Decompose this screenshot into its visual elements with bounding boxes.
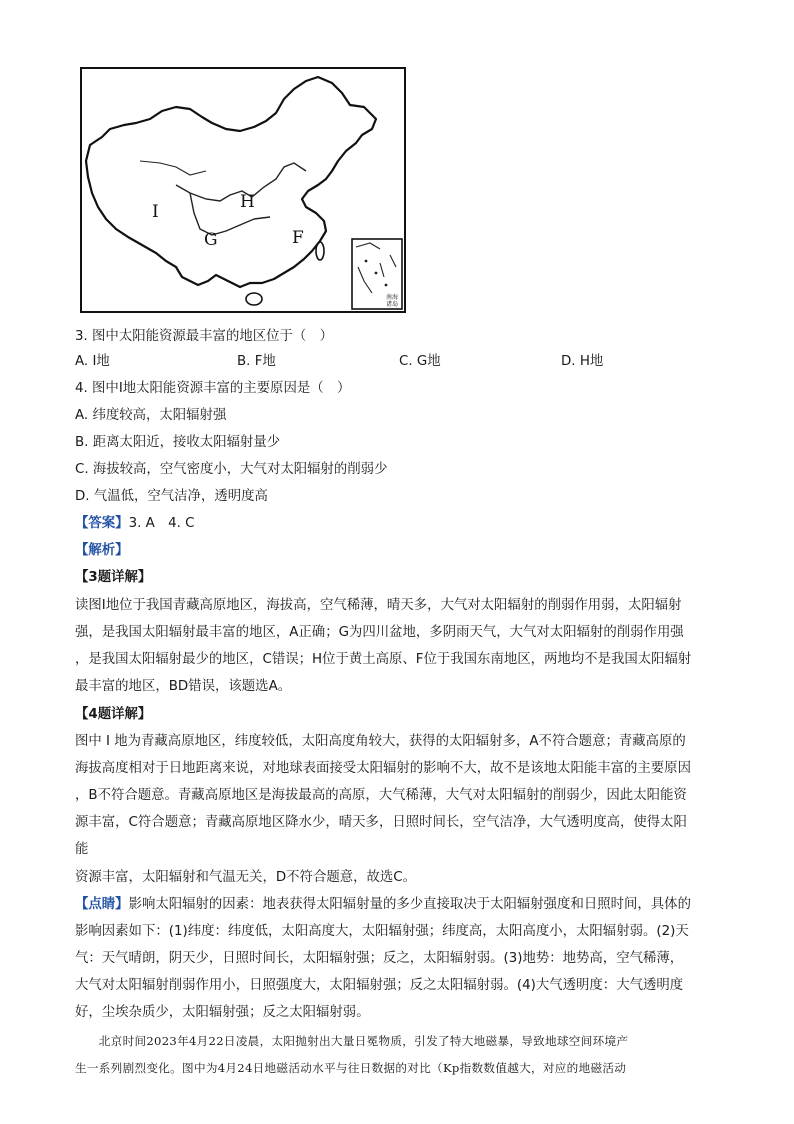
q4-detail-line: 海拔高度相对于日地距离来说，对地球表面接受太阳辐射的影响不大，故不是该地太阳能丰富的主要原因 <box>75 761 691 776</box>
tips-text: 影响太阳辐射的因素：地表获得太阳辐射量的多少直接取决于太阳辐射强度和日照时间，具体的 <box>128 897 691 912</box>
tips-line: 影响因素如下：(1)纬度：纬度低，太阳高度大，太阳辐射强；纬度高，太阳高度小，太阳辐射弱。(2)天 <box>75 924 689 939</box>
china-map-figure <box>80 67 406 313</box>
q3-stem: 3. 图中太阳能资源最丰富的地区位于（ ） <box>75 329 334 344</box>
label-f: F <box>292 228 304 248</box>
q3-option-d: D. H地 <box>561 354 604 369</box>
inset-dot <box>385 284 388 287</box>
answer-tag: 【答案】 <box>75 516 129 531</box>
q3-option-a: A. I地 <box>75 354 110 369</box>
q3-detail-line: ，是我国太阳辐射最少的地区，C错误；H位于黄土高原、F位于我国东南地区，两地均不是我国太阳辐射 <box>75 652 692 667</box>
material-line: 北京时间2023年4月22日凌晨，太阳抛射出大量日冕物质，引发了特大地磁暴，导致地球空间环境产 <box>75 1034 629 1048</box>
label-g: G <box>204 230 218 250</box>
analysis-tag-text: 【解析】 <box>75 543 129 558</box>
inset-dot <box>365 260 368 263</box>
inset-note: 南海诸岛 <box>385 294 399 308</box>
q4-stem: 4. 图中I地太阳能资源丰富的主要原因是（ ） <box>75 381 351 396</box>
tips-line: 好，尘埃杂质少，太阳辐射强；反之太阳辐射弱。 <box>75 1005 370 1020</box>
q4-detail-line: 资源丰富，太阳辐射和气温无关，D不符合题意，故选C。 <box>75 870 417 885</box>
q4-detail-line: ，B不符合题意。青藏高原地区是海拔最高的高原，大气稀薄，大气对太阳辐射的削弱少，因此太阳能资 <box>75 788 687 803</box>
q4-detail-tag: 【4题详解】 <box>75 707 152 722</box>
q4-detail-line: 能 <box>75 842 89 857</box>
q4-detail-line: 图中 I 地为青藏高原地区，纬度较低，太阳高度角较大，获得的太阳辐射多，A不符合题意；青藏高原的 <box>75 734 686 749</box>
q3-detail-line: 最丰富的地区，BD错误，该题选A。 <box>75 679 292 694</box>
tips-line: 大气对太阳辐射削弱作用小，日照强度大，太阳辐射强；反之太阳辐射弱。(4)大气透明度：大气透明度 <box>75 978 684 993</box>
q3-option-b: B. F地 <box>237 354 276 369</box>
tips-line <box>75 895 691 915</box>
tips-line: 气：天气晴朗，阴天少，日照时间长，太阳辐射强；反之，太阳辐射弱。(3)地势：地势高，空气稀薄， <box>75 951 684 966</box>
china-map-svg <box>80 67 406 313</box>
material-line: 生一系列剧烈变化。图中为4月24日地磁活动水平与往日数据的对比（Kp指数数值越大，对应的地磁活动 <box>75 1061 627 1075</box>
answer-line <box>75 514 195 534</box>
q4-detail-line: 源丰富，C符合题意；青藏高原地区降水少，晴天多，日照时间长，空气洁净，大气透明度高，使得太阳 <box>75 815 687 830</box>
q3-option-c: C. G地 <box>399 354 441 369</box>
tips-tag: 【点睛】 <box>75 897 129 912</box>
q4-option-d: D. 气温低，空气洁净，透明度高 <box>75 489 268 504</box>
q4-option-b: B. 距离太阳近，接收太阳辐射量少 <box>75 435 281 450</box>
answer-text: 3. A 4. C <box>128 516 195 531</box>
q4-option-c: C. 海拔较高，空气密度小，大气对太阳辐射的削弱少 <box>75 462 388 477</box>
q3-detail-line: 强，是我国太阳辐射最丰富的地区，A正确；G为四川盆地，多阴雨天气，大气对太阳辐射的削弱作用强 <box>75 625 684 640</box>
label-h: H <box>240 192 255 212</box>
q3-detail-line: 读图I地位于我国青藏高原地区，海拔高，空气稀薄，晴天多，大气对太阳辐射的削弱作用弱，太阳辐射 <box>75 598 682 613</box>
label-i: I <box>152 202 159 222</box>
analysis-tag <box>75 541 129 561</box>
inset-dot <box>375 272 378 275</box>
q4-option-a: A. 纬度较高，太阳辐射强 <box>75 408 227 423</box>
q3-detail-tag: 【3题详解】 <box>75 570 152 585</box>
